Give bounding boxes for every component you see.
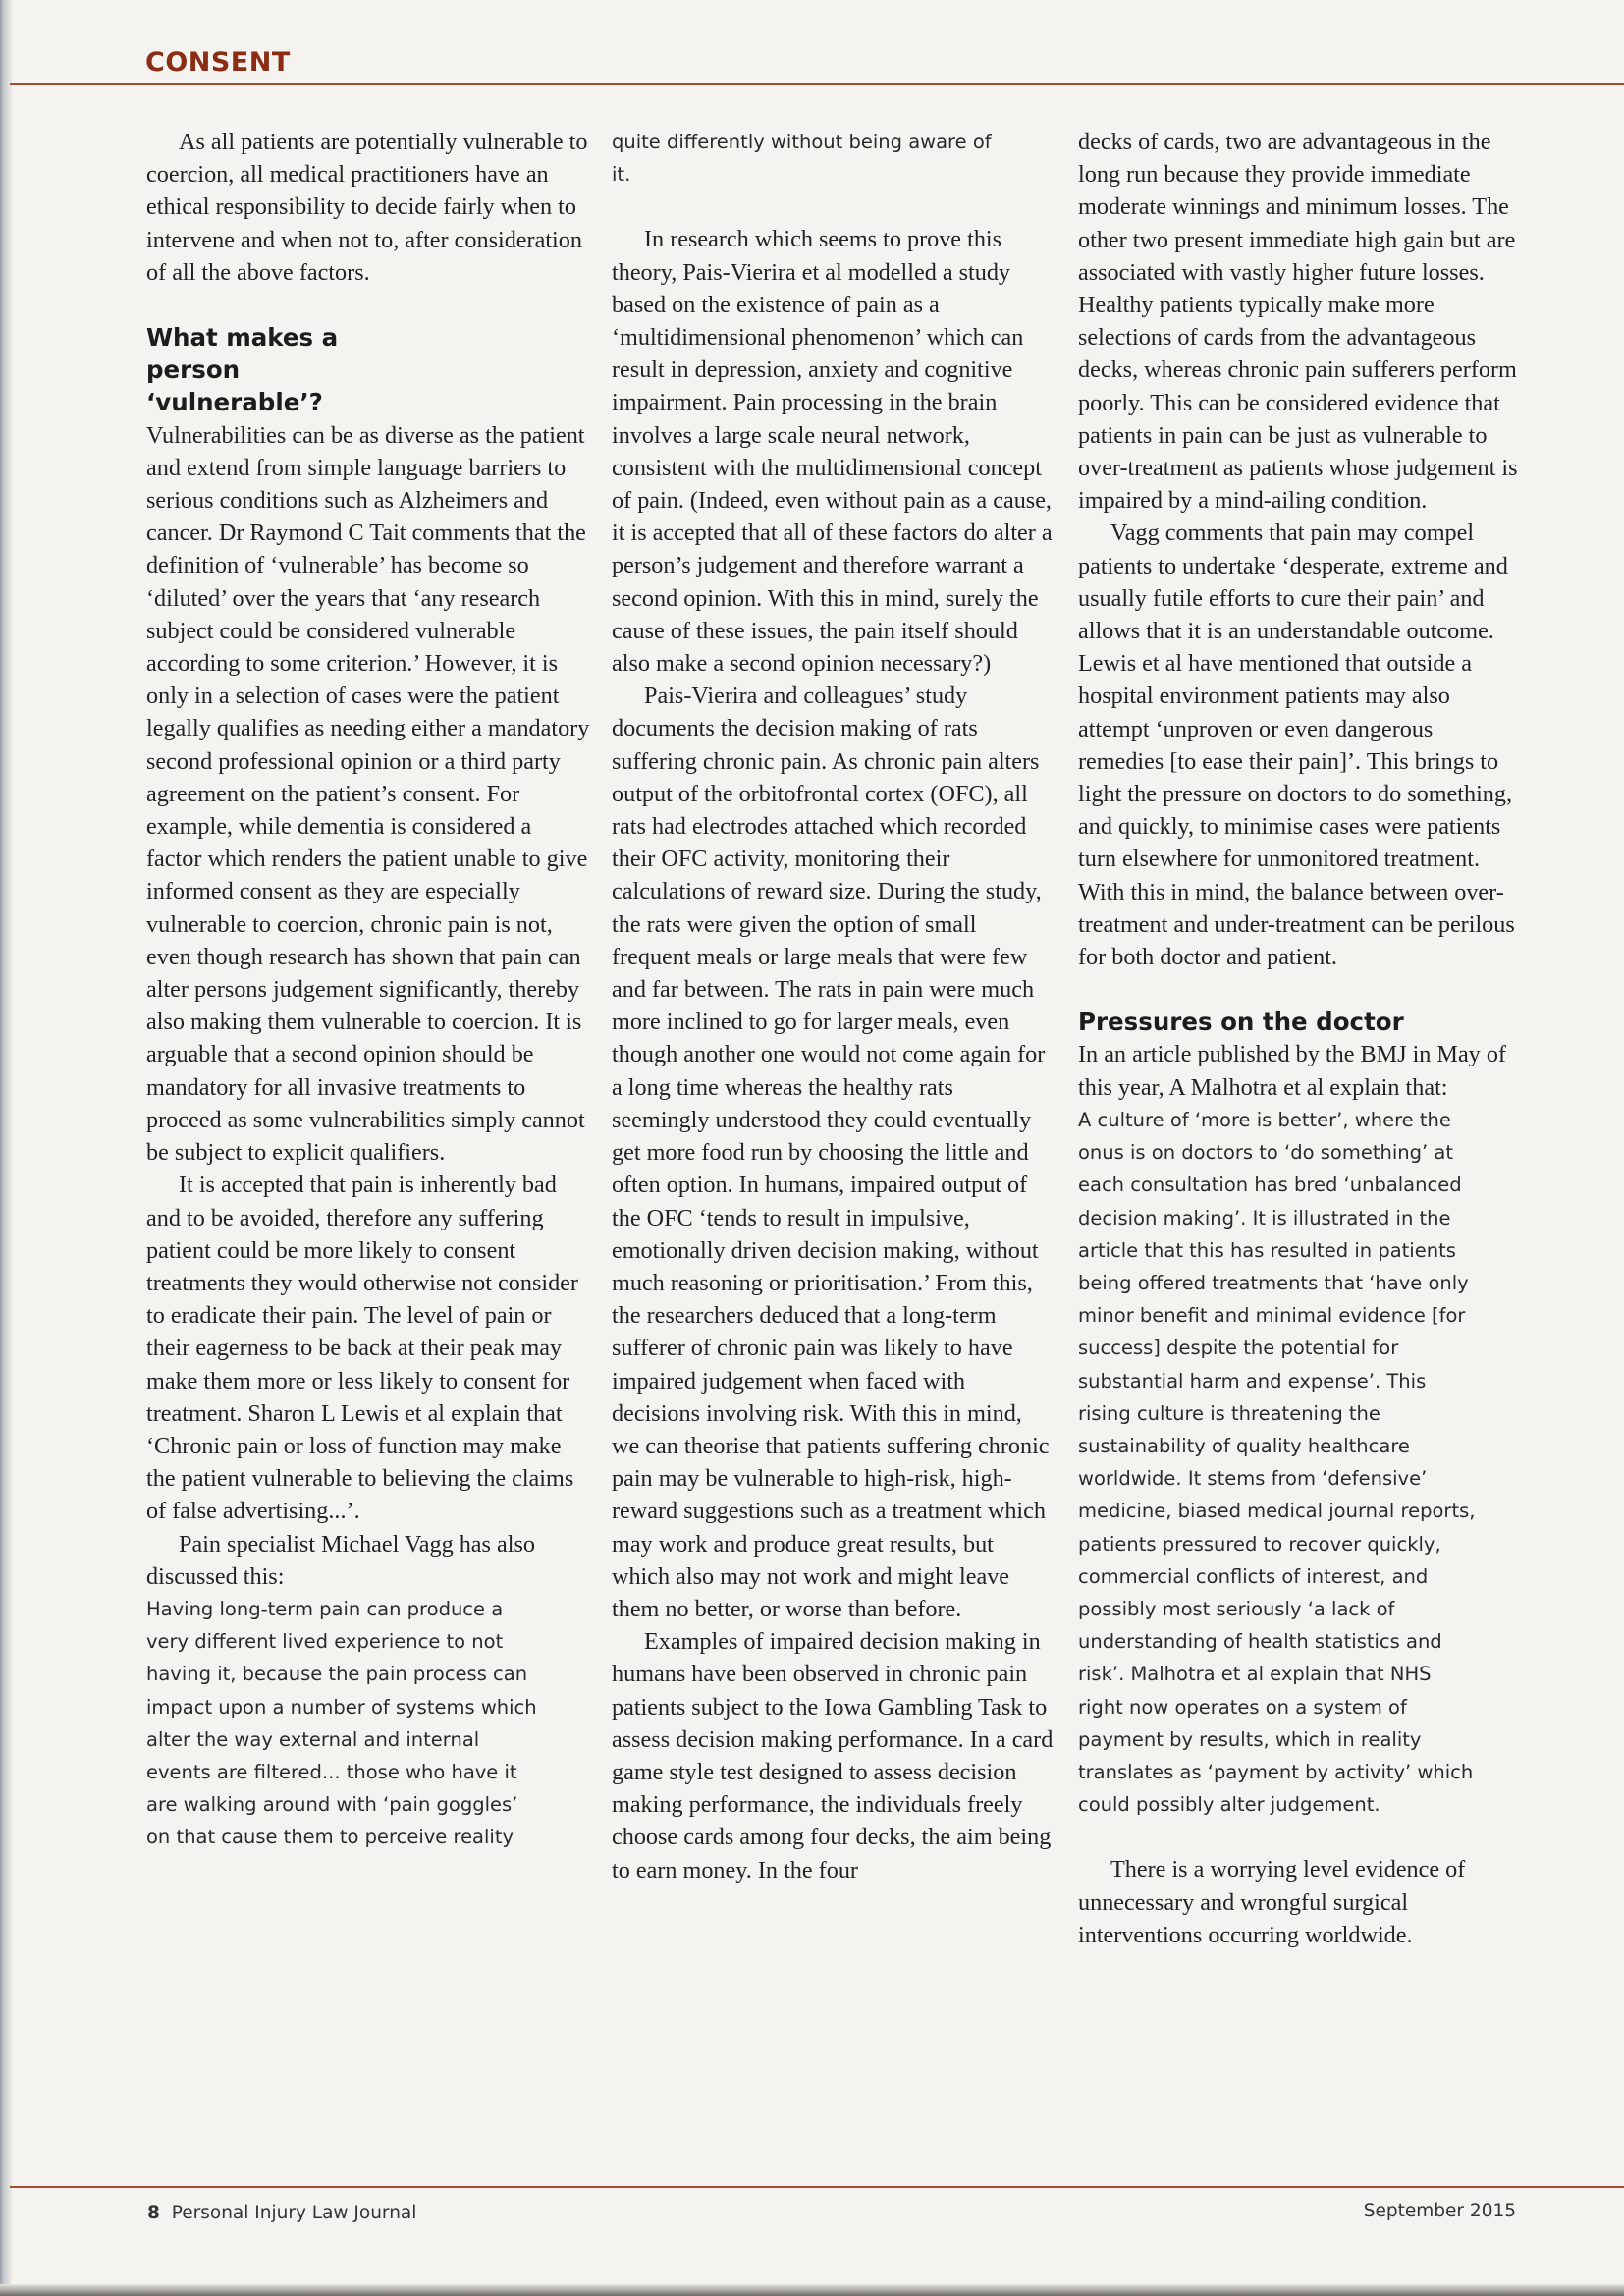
paragraph: In research which seems to prove this theory, Pais-Vierira et al modelled a study based on the existence of pain as a ‘multidimensional phenomenon’ which can result in depression, anxiety and cognitive impairment. Pain processing in the brain involves a large scale neural network, consistent with the multidimensional concept of pain. (Indeed, even without pain as a cause, it is accepted that all of these factors do alter a person’s judgement and therefore warrant a second opinion. With this in mind, surely the cause of these issues, the pain itself should also make a second opinion necessary?) — [612, 226, 1053, 678]
paragraph: Pais-Vierira and colleagues’ study documents the decision making of rats suffering chronic pain. As chronic pain alters output of the orbitofrontal cortex (OFC), all rats had electrodes attached which recorded their OFC activity, monitoring their calculations of reward size. During the study, the rats were given the option of small frequent meals or large meals that were few and far between. The rats in pain were much more inclined to go for larger meals, even though another one would not come again for a long time whereas the healthy rats seemingly understood they could eventually get more food run by choosing the little and often option. In humans, impaired output of the OFC ‘tends to result in impulsive, emotionally driven decision making, without much reasoning or prioritisation.’ From this, the researchers deduced that a long-term sufferer of chronic pain was likely to have impaired judgement when faced with decisions involving risk. With this in mind, we can theorise that patients suffering chronic pain may be vulnerable to high-risk, high-reward suggestions such as a treatment which may work and produce great results, but which also may not work and might leave them no better, or worse than before. — [612, 683, 1050, 1622]
paragraph: There is a worrying level evidence of unnecessary and wrongful surgical interventions occurring worldwide. — [1078, 1856, 1466, 1948]
section-heading: What makes a person ‘vulnerable’? — [146, 323, 339, 417]
block-quote-continuation: quite differently without being aware of it. — [612, 131, 992, 187]
column-1 — [146, 126, 590, 1854]
paragraph: As all patients are potentially vulnerable to coercion, all medical practitioners have an ethical responsibility to decide fairly when to intervene and when not to, after consideration of all the above factors. — [146, 129, 588, 286]
publication-name: Personal Injury Law Journal — [171, 2203, 417, 2223]
paragraph: Pain specialist Michael Vagg has also discussed this: — [146, 1530, 535, 1590]
page-number: 8 — [147, 2203, 160, 2223]
paragraph: Examples of impaired decision making in humans have been observed in chronic pain patients subject to the Iowa Gambling Task to assess decision making performance. In a card game style test designed to assess decision making performance, the individuals freely choose cards among four decks, the aim being to earn money. In the four — [612, 1628, 1054, 1884]
column-3 — [1078, 126, 1520, 1951]
paragraph: Vulnerabilities can be as diverse as the patient and extend from simple language barriers to serious conditions such as Alzheimers and cancer. Dr Raymond C Tait comments that the definition of ‘vulnerable’ has become so ‘diluted’ over the years that ‘any research subject could be considered vulnerable according to some criterion.’ However, it is only in a selection of cases were the patient legally qualifies as needing either a mandatory second professional opinion or a third party agreement on the patient’s consent. For example, while dementia is considered a factor which renders the patient unable to give informed consent as they are especially vulnerable to coercion, chronic pain is not, even though research has shown that pain can alter persons judgement significantly, thereby also making them vulnerable to coercion. It is arguable that a second opinion should be mandatory for all invasive treatments to proceed as some vulnerabilities simply cannot be subject to explicit qualifiers. — [146, 421, 590, 1167]
column-2 — [612, 126, 1054, 1886]
section-heading: Pressures on the doctor — [1078, 1008, 1404, 1037]
section-label: CONSENT — [145, 47, 291, 78]
paragraph: In an article published by the BMJ in May of this year, A Malhotra et al explain that: — [1078, 1041, 1506, 1101]
paragraph: It is accepted that pain is inherently bad and to be avoided, therefore any suffering patient could be more likely to consent treatments they would otherwise not consider to eradicate their pain. The level of pain or their eagerness to be back at their peak may make them more or less likely to consent for treatment. Sharon L Lewis et al explain that ‘Chronic pain or loss of function may make the patient vulnerable to believing the claims of false advertising...’. — [146, 1172, 578, 1525]
block-quote: Having long-term pain can produce a very different lived experience to not having it, because the pain process can impact upon a number of systems which alter the way external and internal events are filtered... those who have it are walking around with ‘pain goggles’ on that cause them to perceive reality — [146, 1597, 537, 1849]
header-rule — [10, 83, 1624, 85]
block-quote: A culture of ‘more is better’, where the onus is on doctors to ‘do something’ at each consultation has bred ‘unbalanced decision making’. It is illustrated in the article that this has resulted in patients being offered treatments that ‘have only minor benefit and minimal evidence [for success] despite the potential for substantial harm and expense’. This rising culture is threatening the sustainability of quality healthcare worldwide. It stems from ‘defensive’ medicine, biased medical journal reports, patients pressured to recover quickly, commercial conflicts of interest, and possibly most seriously ‘a lack of understanding of health statistics and risk’. Malhotra et al explain that NHS right now operates on a system of payment by results, which in reality translates as ‘payment by activity’ which could possibly alter judgement. — [1078, 1108, 1476, 1817]
paragraph: Vagg comments that pain may compel patients to undertake ‘desperate, extreme and usually futile efforts to cure their pain’ and allows that it is an understandable outcome. Lewis et al have mentioned that outside a hospital environment patients may also attempt ‘unproven or even dangerous remedies [to ease their pain]’. This brings to light the pressure on doctors to do something, and quickly, to minimise cases were patients turn elsewhere for unmonitored treatment. With this in mind, the balance between over-treatment and under-treatment can be perilous for both doctor and patient. — [1078, 519, 1515, 971]
footer-left — [147, 2203, 416, 2223]
page-edge-shadow — [0, 0, 12, 2296]
issue-date: September 2015 — [1363, 2201, 1516, 2221]
footer-rule — [10, 2186, 1624, 2188]
paragraph: decks of cards, two are advantageous in the long run because they provide immediate moderate winnings and minimum losses. The other two present immediate high gain but are associated with vastly higher future losses. Healthy patients typically make more selections of cards from the advantageous decks, whereas chronic pain sufferers perform poorly. This can be considered evidence that patients in pain can be just as vulnerable to over-treatment as patients whose judgement is impaired by a mind-ailing condition. — [1078, 129, 1518, 515]
page-edge-bottom-shadow — [0, 2284, 1624, 2296]
